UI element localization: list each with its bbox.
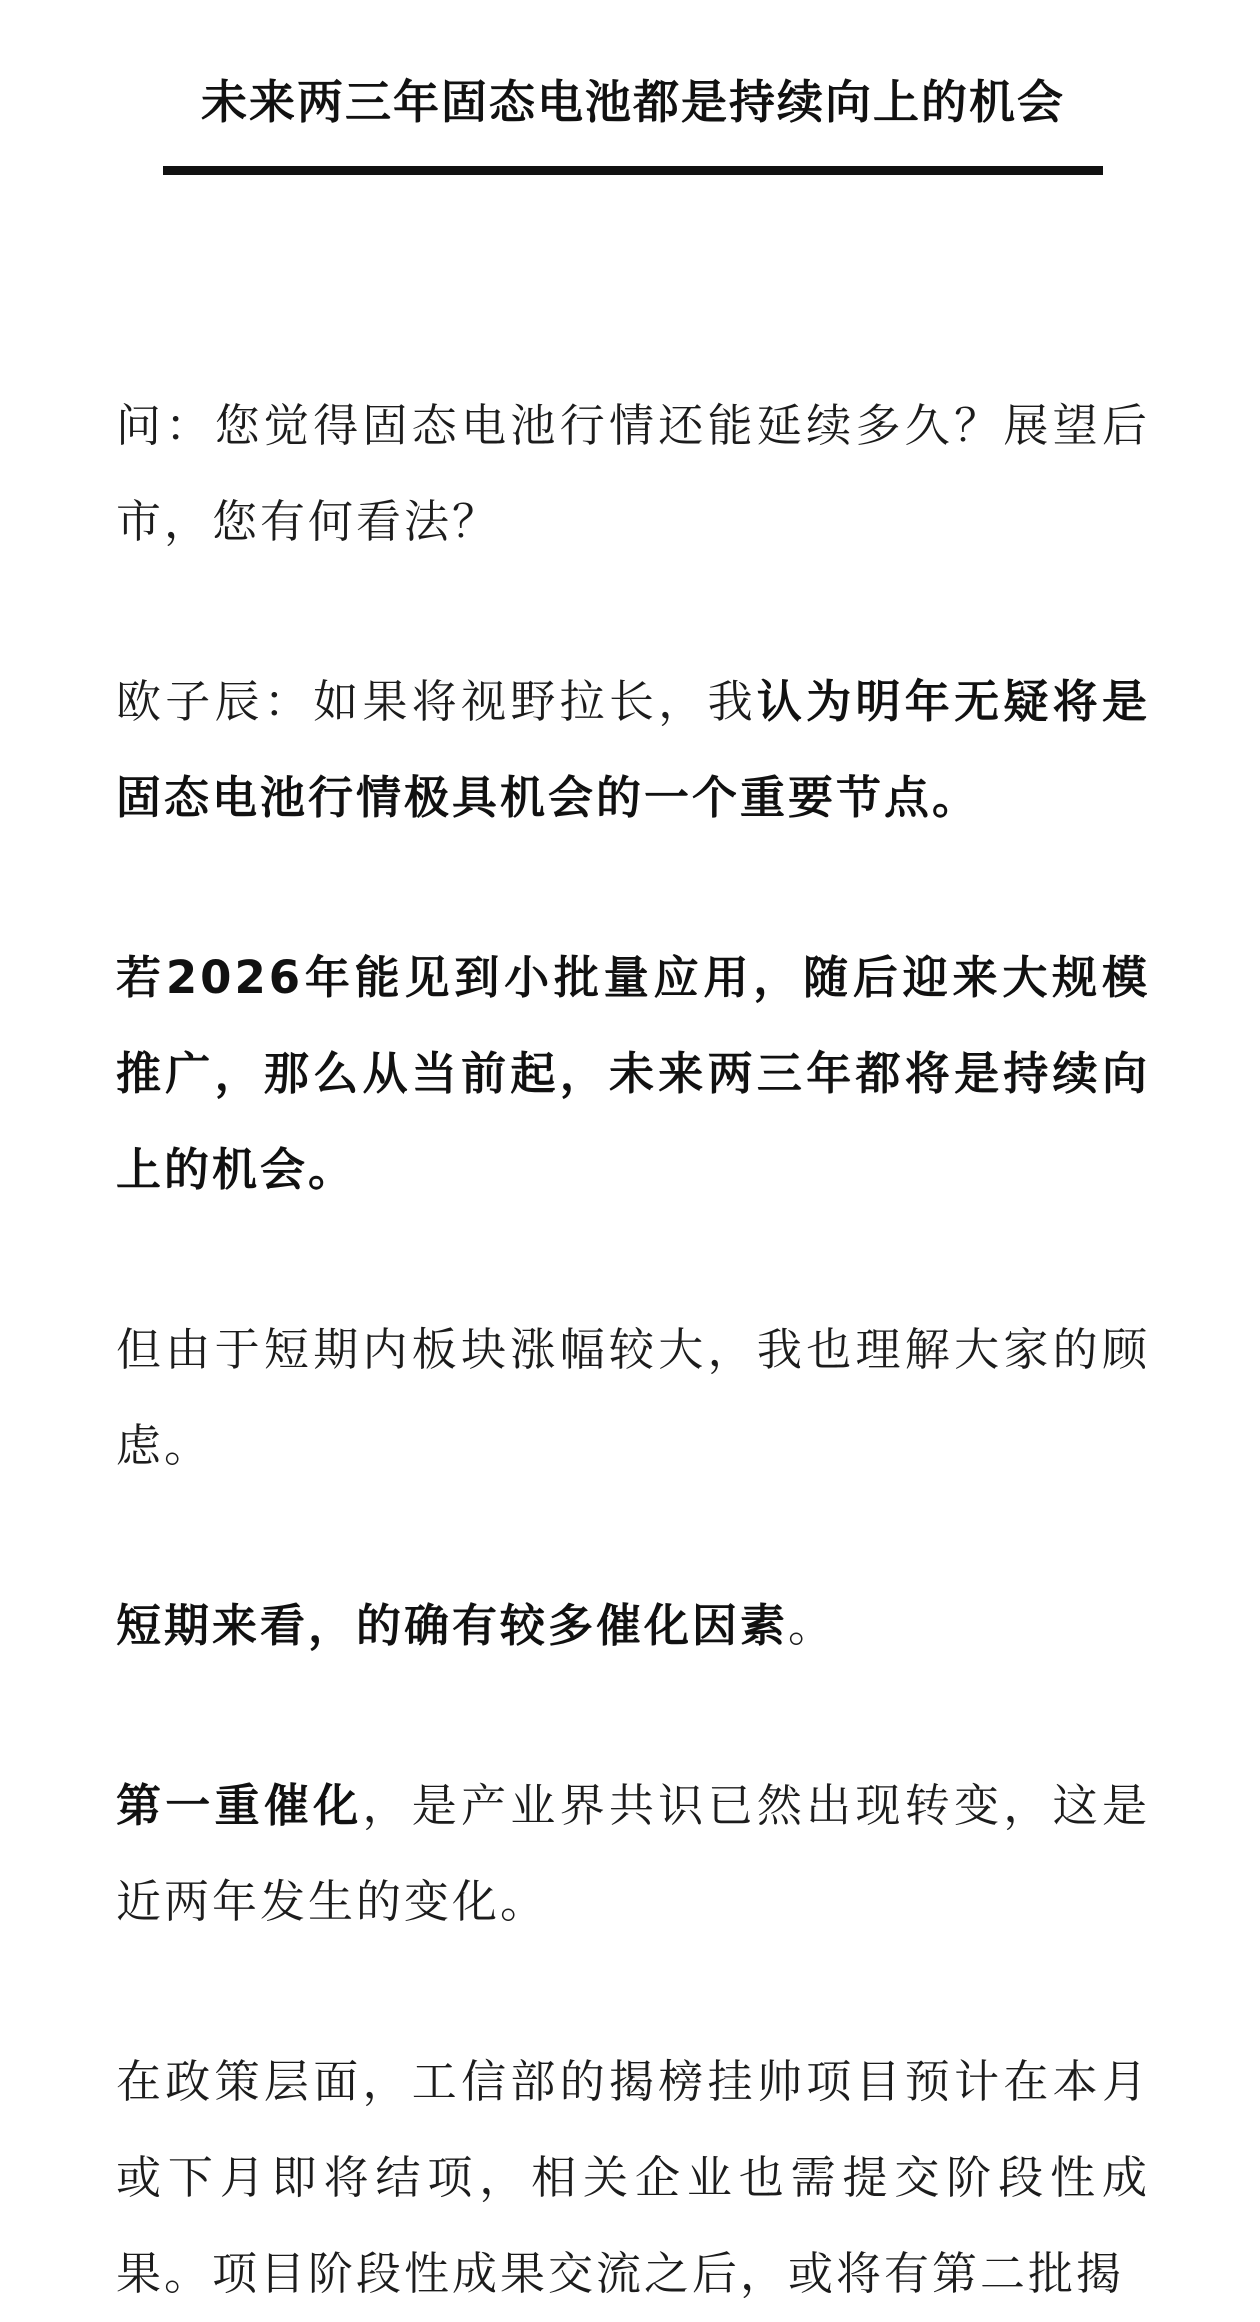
text-segment: 在政策层面，工信部的揭榜挂帅项目预计在本月或下月即将结项，相关企业也需提交阶段性成果。项目阶段性成果交流之后，或将有第二批揭 xyxy=(116,2055,1150,2300)
article-body xyxy=(116,378,1150,2322)
text-segment: 。 xyxy=(788,1599,837,1652)
paragraph-policy xyxy=(116,2034,1150,2322)
paragraph-outlook xyxy=(116,930,1150,1218)
bold-text-segment: 短期来看，的确有较多催化因素 xyxy=(116,1599,789,1652)
title-underline-divider xyxy=(163,166,1103,175)
text-segment: 但由于短期内板块涨幅较大，我也理解大家的顾虑。 xyxy=(116,1323,1150,1472)
headline-block xyxy=(163,62,1103,142)
paragraph-short-term xyxy=(116,1578,1150,1674)
text-segment: ，是产业界共识已然出现转变，这是近两年发生的变化。 xyxy=(116,1779,1150,1928)
bold-text-segment: 第一重催化 xyxy=(116,1779,363,1832)
paragraph-question xyxy=(116,378,1150,570)
paragraph-concern xyxy=(116,1302,1150,1494)
paragraph-answer-intro xyxy=(116,654,1150,846)
bold-text-segment: 若2026年能见到小批量应用，随后迎来大规模推广，那么从当前起，未来两三年都将是持续向上的机会。 xyxy=(116,951,1150,1196)
text-segment: 欧子辰：如果将视野拉长，我 xyxy=(116,675,757,728)
paragraph-first-catalyst xyxy=(116,1758,1150,1950)
article-title: 未来两三年固态电池都是持续向上的机会 xyxy=(201,75,1065,129)
bold-text-segment: 认为明年无疑将是固态电池行情极具机会的一个重要节点。 xyxy=(116,675,1150,824)
text-segment: 问：您觉得固态电池行情还能延续多久？展望后市，您有何看法？ xyxy=(116,399,1150,548)
